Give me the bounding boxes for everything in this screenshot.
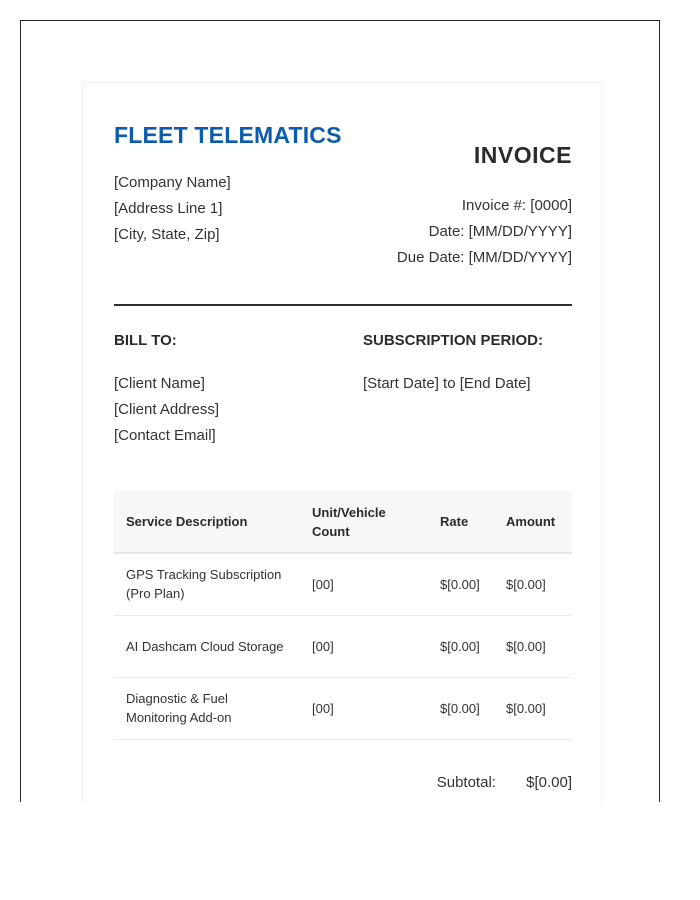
invoice-date-label: Date: (428, 223, 465, 240)
page-frame (20, 20, 660, 802)
invoice-due-date-label: Due Date: (396, 249, 465, 266)
row-description: AI Dashcam Cloud Storage (114, 615, 300, 677)
subtotal-row (437, 773, 572, 793)
client-name: [Client Name] (114, 375, 205, 392)
invoice-date-value: [MM/DD/YYYY] (468, 223, 572, 240)
table-header-row (114, 491, 572, 553)
client-contact-email: [Contact Email] (114, 427, 216, 444)
row-amount: $[0.00] (494, 615, 572, 677)
subscription-period-details (363, 371, 583, 397)
invoice-date-row (397, 219, 572, 245)
column-header-description: Service Description (114, 491, 300, 553)
subtotal-value: $[0.00] (526, 774, 572, 791)
company-info (114, 170, 231, 248)
company-city-state-zip: [City, State, Zip] (114, 226, 220, 243)
client-address: [Client Address] (114, 401, 220, 418)
company-address-line-1: [Address Line 1] (114, 200, 223, 217)
invoice-card (82, 82, 602, 802)
invoice-due-date-value: [MM/DD/YYYY] (468, 249, 572, 266)
services-table (114, 491, 572, 740)
row-count: [00] (300, 553, 428, 615)
subscription-period-range: [Start Date] to [End Date] (363, 375, 531, 392)
column-header-amount: Amount (494, 491, 572, 553)
row-description: GPS Tracking Subscription (Pro Plan) (114, 553, 300, 615)
row-rate: $[0.00] (428, 615, 494, 677)
column-header-rate: Rate (428, 491, 494, 553)
table-row (114, 677, 572, 739)
services-table-body (114, 553, 572, 739)
company-name: [Company Name] (114, 174, 231, 191)
bill-to-heading: BILL TO: (114, 332, 177, 349)
subscription-period-heading: SUBSCRIPTION PERIOD: (363, 332, 544, 349)
invoice-number-value: [0000] (530, 197, 572, 214)
invoice-meta (397, 193, 572, 271)
invoice-due-date-row (397, 245, 572, 271)
row-rate: $[0.00] (428, 553, 494, 615)
column-header-count (300, 491, 428, 553)
row-rate: $[0.00] (428, 677, 494, 739)
invoice-number-row (397, 193, 572, 219)
brand-name: FLEET TELEMATICS (114, 122, 342, 148)
services-table-head (114, 491, 572, 553)
table-row (114, 553, 572, 615)
row-amount: $[0.00] (494, 677, 572, 739)
subscription-period-section (363, 331, 583, 397)
row-description: Diagnostic & Fuel Monitoring Add-on (114, 677, 300, 739)
row-count: [00] (300, 615, 428, 677)
row-count: [00] (300, 677, 428, 739)
invoice-number-label: Invoice #: (461, 197, 527, 214)
invoice-title: INVOICE (473, 142, 572, 168)
table-row (114, 615, 572, 677)
subtotal-label: Subtotal: (436, 774, 496, 791)
bill-to-section (114, 331, 354, 449)
column-header-count-label: Unit/Vehicle Count (312, 504, 386, 539)
bill-to-details (114, 371, 354, 449)
row-amount: $[0.00] (494, 553, 572, 615)
header-divider (114, 304, 572, 306)
